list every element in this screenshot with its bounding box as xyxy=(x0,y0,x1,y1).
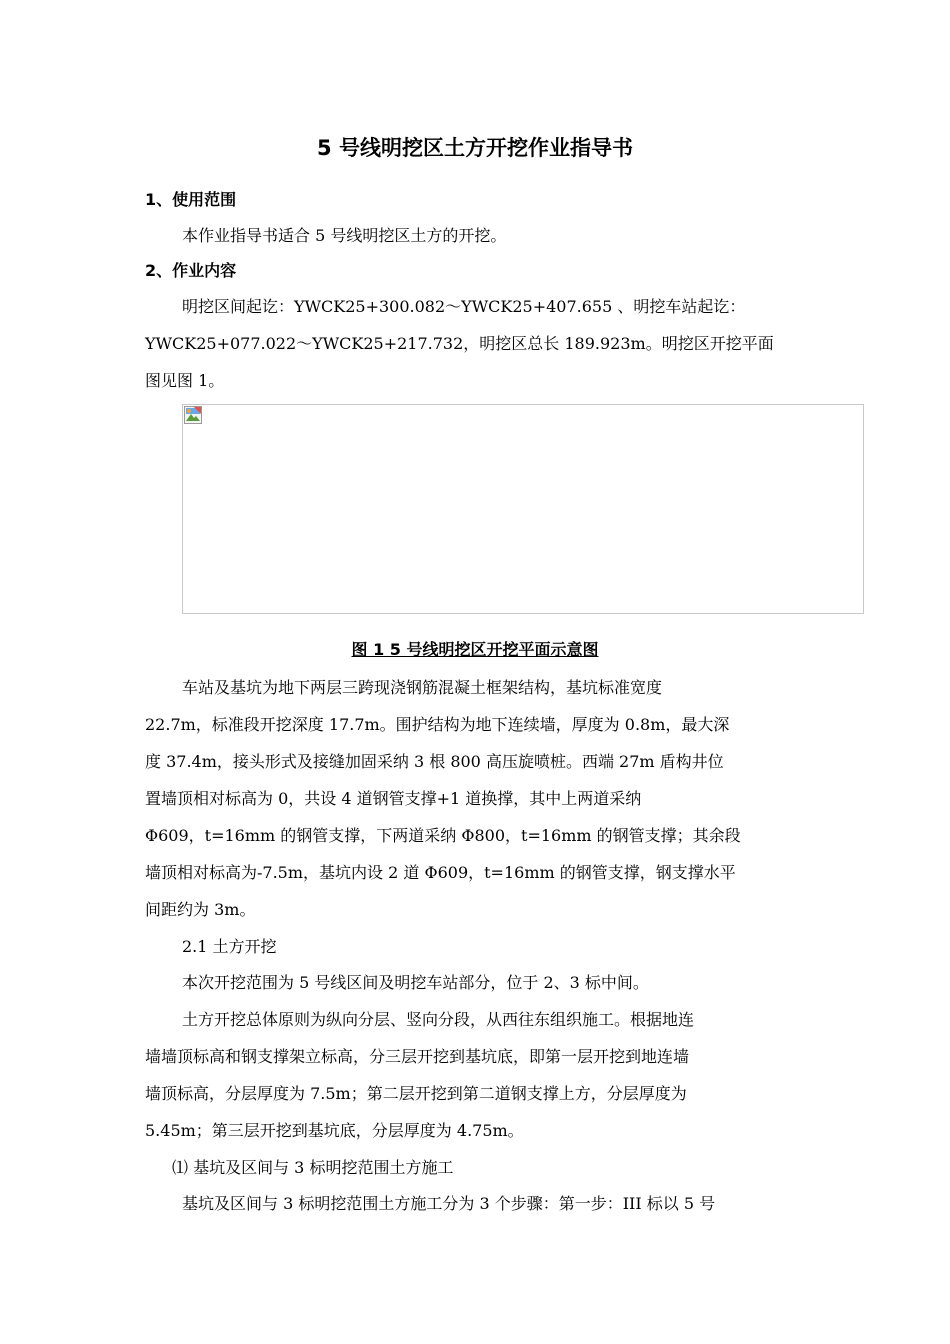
paragraph-line: 本次开挖范围为 5 号线区间及明挖车站部分，位于 2、3 标中间。 xyxy=(182,973,649,992)
paragraph-line: 明挖区间起讫：YWCK25+300.082～YWCK25+407.655 、明挖车站起讫： xyxy=(182,297,746,316)
list-item: ⑴ 基坑及区间与 3 标明挖范围土方施工 xyxy=(172,1158,454,1177)
paragraph-line: 图见图 1。 xyxy=(145,371,225,390)
paragraph-line: 22.7m，标准段开挖深度 17.7m。围护结构为地下连续墙，厚度为 0.8m，最大深 xyxy=(145,715,730,734)
paragraph-line: 度 37.4m，接头形式及接缝加固采纳 3 根 800 高压旋喷桩。西端 27m 盾构井位 xyxy=(145,752,724,771)
paragraph-line: 墙顶相对标高为-7.5m，基坑内设 2 道 Φ609，t=16mm 的钢管支撑，钢支撑水平 xyxy=(145,863,736,882)
paragraph-line: 墙顶标高，分层厚度为 7.5m；第二层开挖到第二道钢支撑上方，分层厚度为 xyxy=(145,1084,687,1103)
paragraph-line: 车站及基坑为地下两层三跨现浇钢筋混凝土框架结构，基坑标准宽度 xyxy=(182,678,663,697)
broken-image-icon xyxy=(184,406,202,424)
paragraph-line: 间距约为 3m。 xyxy=(145,900,256,919)
paragraph-line: 墙墙顶标高和钢支撑架立标高，分三层开挖到基坑底，即第一层开挖到地连墙 xyxy=(145,1047,690,1066)
figure-image-placeholder xyxy=(182,404,864,614)
paragraph-line: 置墙顶相对标高为 0，共设 4 道钢管支撑+1 道换撑，其中上两道采纳 xyxy=(145,789,642,808)
scope-text: 本作业指导书适合 5 号线明挖区土方的开挖。 xyxy=(182,226,507,245)
paragraph-line: 土方开挖总体原则为纵向分层、竖向分段，从西往东组织施工。根据地连 xyxy=(182,1010,695,1029)
paragraph-line: 5.45m；第三层开挖到基坑底，分层厚度为 4.75m。 xyxy=(145,1121,524,1140)
subsection-heading: 2.1 土方开挖 xyxy=(182,937,277,956)
section-heading-scope: 1、使用范围 xyxy=(145,190,237,209)
document-title: 5 号线明挖区土方开挖作业指导书 xyxy=(317,136,633,160)
paragraph-line: 基坑及区间与 3 标明挖范围土方施工分为 3 个步骤：第一步：III 标以 5 号 xyxy=(182,1194,716,1213)
paragraph-line: Φ609，t=16mm 的钢管支撑，下两道采纳 Φ800，t=16mm 的钢管支撑；其余段 xyxy=(145,826,741,845)
figure-caption: 图 1 5 号线明挖区开挖平面示意图 xyxy=(351,640,599,659)
paragraph-line: YWCK25+077.022～YWCK25+217.732，明挖区总长 189.923m。明挖区开挖平面 xyxy=(145,334,774,353)
section-heading-content: 2、作业内容 xyxy=(145,261,237,280)
